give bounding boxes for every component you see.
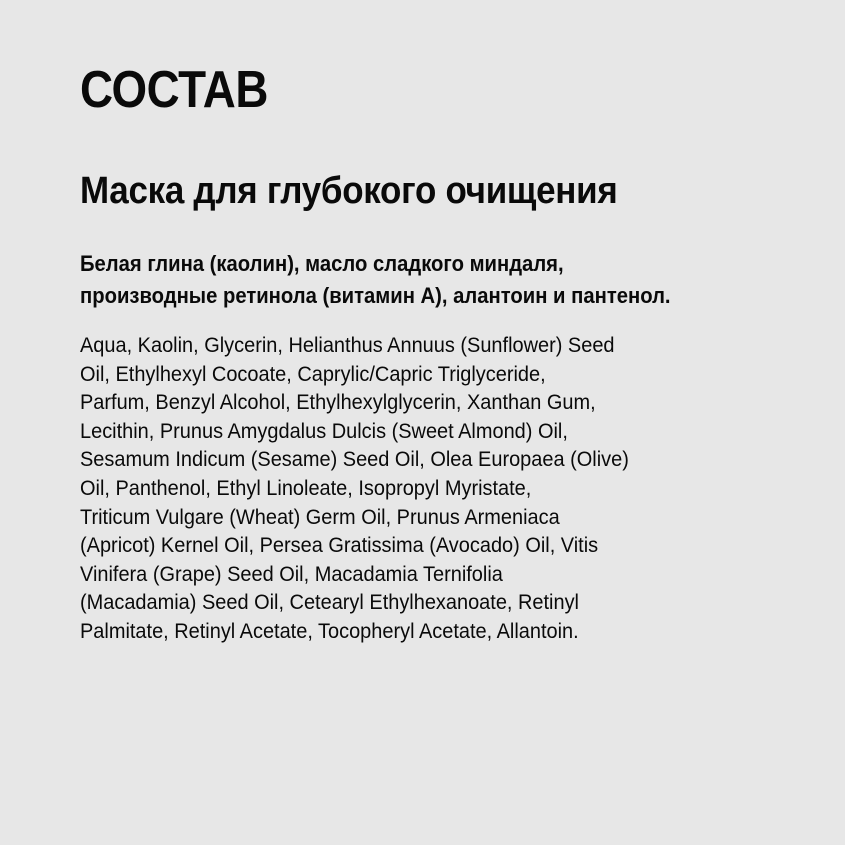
page-title: СОСТАВ	[80, 61, 268, 119]
key-ingredients-line: Белая глина (каолин), масло сладкого миндаля,	[80, 251, 564, 276]
inci-line: Lecithin, Prunus Amygdalus Dulcis (Sweet Almond) Oil,	[80, 419, 568, 443]
inci-line: (Macadamia) Seed Oil, Cetearyl Ethylhexanoate, Retinyl	[80, 591, 579, 615]
inci-ingredient-list	[80, 332, 745, 647]
inci-line: Oil, Ethylhexyl Cocoate, Caprylic/Capric Triglyceride,	[80, 362, 546, 386]
inci-line: Sesamum Indicum (Sesame) Seed Oil, Olea Europaea (Olive)	[80, 448, 629, 472]
product-name: Маска для глубокого очищения	[80, 170, 618, 212]
inci-line: Vinifera (Grape) Seed Oil, Macadamia Ternifolia	[80, 562, 503, 586]
inci-line: Oil, Panthenol, Ethyl Linoleate, Isopropyl Myristate,	[80, 476, 532, 500]
inci-line: Parfum, Benzyl Alcohol, Ethylhexylglycerin, Xanthan Gum,	[80, 391, 596, 415]
inci-line: (Apricot) Kernel Oil, Persea Gratissima (Avocado) Oil, Vitis	[80, 534, 599, 558]
key-ingredients-line: производные ретинола (витамин А), алантоин и пантенол.	[80, 283, 671, 308]
inci-line: Triticum Vulgare (Wheat) Germ Oil, Prunus Armeniaca	[80, 505, 560, 529]
inci-line: Palmitate, Retinyl Acetate, Tocopheryl Acetate, Allantoin.	[80, 619, 579, 643]
inci-line: Aqua, Kaolin, Glycerin, Helianthus Annuus (Sunflower) Seed	[80, 334, 615, 357]
key-ingredients	[80, 248, 779, 312]
